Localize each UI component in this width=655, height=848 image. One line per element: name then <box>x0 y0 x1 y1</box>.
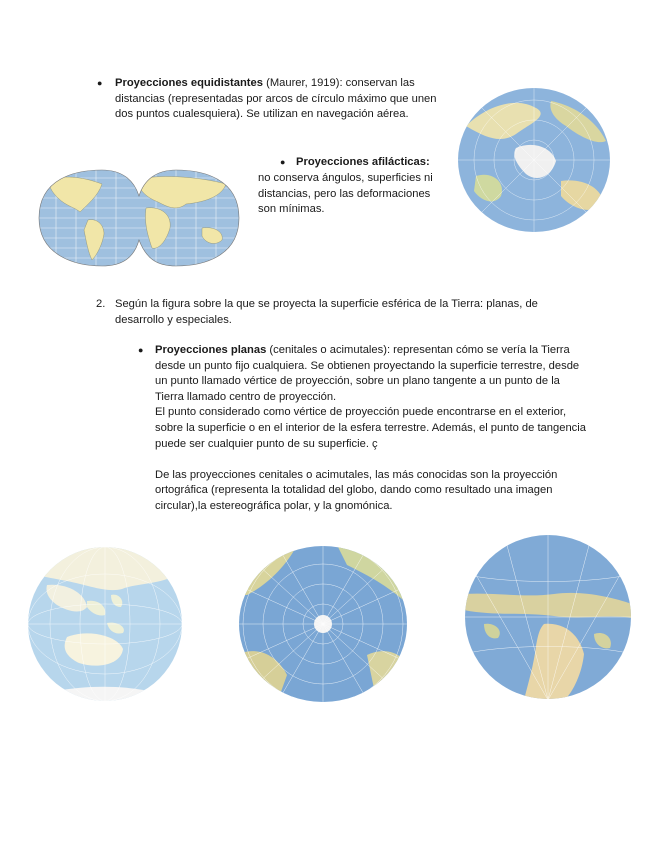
planas-paragraph-2: El punto considerado como vértice de proyección puede encontrarse en el exterior, sobre la superficie o en el interior de la esfera terrestre. Además, el punto de tangencia puede ser cualquier punto de su superficie. ç <box>155 406 586 450</box>
planas-paragraph-3: De las proyecciones cenitales o acimutales, las más conocidas son la proyección ortográfica (representa la totalidad del globo, dando como resultado una imagen circular),la estereográfica polar, y la gnomónica. <box>155 468 558 512</box>
stereographic-polar-map <box>237 545 409 703</box>
equidistant-paragraph <box>115 76 445 123</box>
equidistant-term: Proyecciones equidistantes <box>115 77 263 89</box>
planas-block <box>155 343 587 515</box>
list-number: 2. <box>96 298 106 310</box>
orthographic-globe <box>27 545 183 703</box>
item2-text: Según la figura sobre la que se proyecta la superficie esférica de la Tierra: planas, de desarrollo y especiales. <box>115 298 538 326</box>
aphylactic-text: no conserva ángulos, superficies ni distancias, pero las deformaciones son mínimas. <box>258 172 433 216</box>
bullet-marker: ● <box>138 345 144 355</box>
interrupted-world-map <box>36 168 242 268</box>
planas-paragraph <box>155 343 587 405</box>
bullet-marker: ● <box>280 157 286 167</box>
aphylactic-term-line <box>296 155 430 171</box>
equidistant-text: (Maurer, 1919): conservan las distancias (representadas por arcos de círculo máximo que unen dos puntos cualesquiera). Se utilizan en navegación aérea. <box>115 77 437 121</box>
aphylactic-term: Proyecciones afilácticas: <box>296 156 430 168</box>
planas-term: Proyecciones planas <box>155 344 267 356</box>
bullet-marker: ● <box>97 78 103 88</box>
azimuthal-equidistant-map <box>456 86 612 234</box>
planas-text: (cenitales o acimutales): representan cómo se vería la Tierra desde un punto fijo cualquiera. Se obtienen proyectando la superficie terrestre, desde un punto llamado vértice de proyección, sobre un plano tangente a un punto de la Tierra llamado centro de proyección. <box>155 344 580 403</box>
gnomonic-map <box>464 534 632 700</box>
